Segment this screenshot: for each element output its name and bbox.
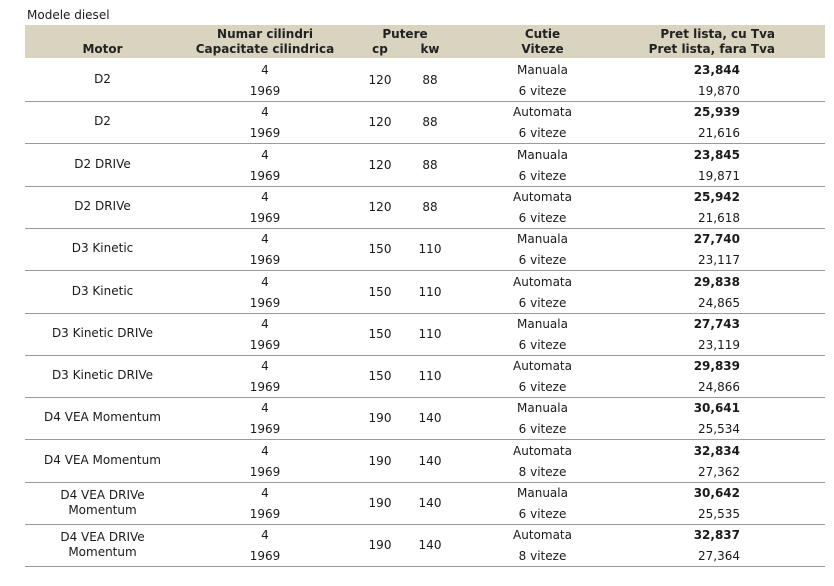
cell-kw: 110 [418, 242, 442, 257]
cell-cp: 150 [368, 369, 392, 384]
cell-viteze: 6 viteze [518, 253, 567, 268]
table-row [25, 186, 825, 229]
cell-pret-tva: 29,839 [693, 359, 740, 374]
cell-pret-tva: 27,743 [693, 316, 740, 331]
table-row [25, 228, 825, 271]
cell-motor: D3 Kinetic DRIVe [51, 368, 154, 383]
cell-pret-tva: 27,740 [693, 232, 740, 247]
header-capacitate: Capacitate cilindrica [195, 42, 335, 56]
cell-cutie: Manuala [517, 232, 568, 247]
table-row [25, 59, 825, 102]
cell-motor: D4 VEA DRIVe [60, 488, 145, 502]
cell-viteze: 6 viteze [518, 126, 567, 141]
cell-cilindri: 4 [261, 486, 269, 500]
cell-capacitate: 1969 [249, 126, 281, 141]
cell-cilindri: 4 [261, 401, 269, 416]
cell-pret-fara-tva: 27,362 [698, 464, 740, 479]
cell-pret-tva: 23,844 [693, 63, 740, 77]
cell-motor: D4 VEA Momentum [44, 452, 161, 467]
table-row [25, 524, 825, 567]
cell-pret-fara-tva: 21,618 [698, 210, 740, 225]
cell-pret-fara-tva: 21,616 [698, 126, 740, 141]
header-motor: Motor [82, 42, 123, 56]
cell-cilindri: 4 [261, 528, 269, 543]
cell-pret-tva: 29,838 [693, 274, 740, 289]
cell-pret-fara-tva: 24,865 [698, 295, 740, 310]
cell-capacitate: 1969 [249, 337, 281, 352]
table-row [25, 271, 825, 314]
table-row [25, 397, 825, 440]
cell-viteze: 6 viteze [518, 422, 567, 437]
cell-pret-tva: 23,845 [693, 147, 740, 162]
cell-capacitate: 1969 [249, 422, 281, 437]
cell-pret-tva: 32,834 [693, 443, 740, 458]
table-row [25, 313, 825, 356]
cell-cutie: Automata [513, 443, 572, 458]
cell-kw: 140 [418, 538, 442, 553]
cell-pret-tva: 30,641 [693, 401, 740, 416]
cell-capacitate: 1969 [249, 295, 281, 310]
cell-cilindri: 4 [261, 274, 269, 289]
cell-viteze: 6 viteze [518, 507, 567, 521]
cell-cp: 190 [368, 538, 392, 553]
cell-kw: 88 [422, 199, 438, 214]
cell-pret-fara-tva: 19,871 [698, 168, 740, 183]
cell-kw: 88 [422, 115, 438, 130]
header-putere: Putere [382, 27, 428, 41]
cell-viteze: 8 viteze [518, 464, 567, 479]
cell-cp: 190 [368, 453, 392, 468]
cell-motor: Momentum [68, 545, 137, 560]
cell-viteze: 6 viteze [518, 380, 567, 395]
cell-capacitate: 1969 [249, 507, 281, 521]
cell-cp: 120 [368, 157, 392, 172]
cell-kw: 88 [422, 73, 438, 87]
cell-cp: 120 [368, 73, 392, 87]
cell-cutie: Automata [513, 189, 572, 204]
cell-capacitate: 1969 [249, 464, 281, 479]
cell-pret-fara-tva: 24,866 [698, 380, 740, 395]
cell-viteze: 6 viteze [518, 337, 567, 352]
cell-cilindri: 4 [261, 147, 269, 162]
cell-cilindri: 4 [261, 443, 269, 458]
cell-kw: 110 [418, 326, 442, 341]
cell-cilindri: 4 [261, 359, 269, 374]
cell-motor: D2 [94, 114, 111, 129]
section-title: Modele diesel [27, 8, 110, 22]
cell-motor: D3 Kinetic DRIVe [51, 325, 154, 340]
header-cutie: Cutie [524, 27, 561, 41]
cell-pret-fara-tva: 23,119 [698, 337, 740, 352]
cell-pret-tva: 25,939 [693, 105, 740, 120]
cell-pret-tva: 25,942 [693, 189, 740, 204]
cell-pret-tva: 30,642 [693, 486, 740, 500]
cell-pret-fara-tva: 25,534 [698, 422, 740, 437]
table-row [25, 144, 825, 187]
cell-pret-fara-tva: 27,364 [698, 549, 740, 564]
cell-motor: Momentum [68, 503, 137, 517]
cell-cutie: Manuala [517, 316, 568, 331]
table-header [25, 25, 825, 58]
cell-viteze: 6 viteze [518, 84, 567, 98]
cell-cp: 190 [368, 411, 392, 426]
table-row [25, 101, 825, 144]
cell-cutie: Manuala [517, 63, 568, 77]
header-pret-tva: Pret lista, cu Tva [660, 27, 775, 41]
cell-cp: 190 [368, 496, 392, 510]
cell-cutie: Manuala [517, 147, 568, 162]
cell-kw: 140 [418, 411, 442, 426]
cell-capacitate: 1969 [249, 84, 281, 98]
cell-motor: D4 VEA DRIVe [60, 530, 145, 545]
cell-cutie: Automata [513, 105, 572, 120]
header-kw: kw [420, 42, 440, 56]
cell-cp: 150 [368, 326, 392, 341]
cell-cilindri: 4 [261, 63, 269, 77]
cell-cp: 150 [368, 284, 392, 299]
cell-motor: D3 Kinetic [71, 241, 134, 256]
cell-kw: 140 [418, 496, 442, 510]
cell-pret-fara-tva: 19,870 [698, 84, 740, 98]
cell-cilindri: 4 [261, 232, 269, 247]
cell-cilindri: 4 [261, 105, 269, 120]
cell-viteze: 6 viteze [518, 295, 567, 310]
cell-cp: 120 [368, 115, 392, 130]
cell-cilindri: 4 [261, 316, 269, 331]
table-row [25, 482, 825, 525]
table-row [25, 440, 825, 483]
cell-viteze: 6 viteze [518, 168, 567, 183]
cell-cutie: Manuala [517, 486, 568, 500]
cell-pret-fara-tva: 23,117 [698, 253, 740, 268]
cell-motor: D2 DRIVe [74, 198, 131, 213]
cell-cp: 120 [368, 199, 392, 214]
cell-capacitate: 1969 [249, 168, 281, 183]
cell-kw: 110 [418, 369, 442, 384]
cell-pret-fara-tva: 25,535 [698, 507, 740, 521]
cell-motor: D2 DRIVe [74, 156, 131, 171]
cell-cp: 150 [368, 242, 392, 257]
cell-motor: D2 [94, 72, 111, 86]
cell-capacitate: 1969 [249, 549, 281, 564]
table-row [25, 355, 825, 398]
header-pret-fara-tva: Pret lista, fara Tva [648, 42, 775, 56]
header-numar-cilindri: Numar cilindri [217, 27, 313, 41]
cell-motor: D4 VEA Momentum [44, 410, 161, 425]
cell-pret-tva: 32,837 [693, 528, 740, 543]
cell-capacitate: 1969 [249, 380, 281, 395]
cell-capacitate: 1969 [249, 253, 281, 268]
cell-kw: 140 [418, 453, 442, 468]
header-viteze: Viteze [521, 42, 564, 56]
cell-cutie: Automata [513, 528, 572, 543]
cell-cutie: Manuala [517, 401, 568, 416]
cell-motor: D3 Kinetic [71, 283, 134, 298]
cell-cutie: Automata [513, 359, 572, 374]
cell-kw: 110 [418, 284, 442, 299]
cell-viteze: 8 viteze [518, 549, 567, 564]
cell-cutie: Automata [513, 274, 572, 289]
cell-viteze: 6 viteze [518, 210, 567, 225]
cell-kw: 88 [422, 157, 438, 172]
cell-cilindri: 4 [261, 189, 269, 204]
cell-capacitate: 1969 [249, 210, 281, 225]
header-cp: cp [372, 42, 388, 56]
